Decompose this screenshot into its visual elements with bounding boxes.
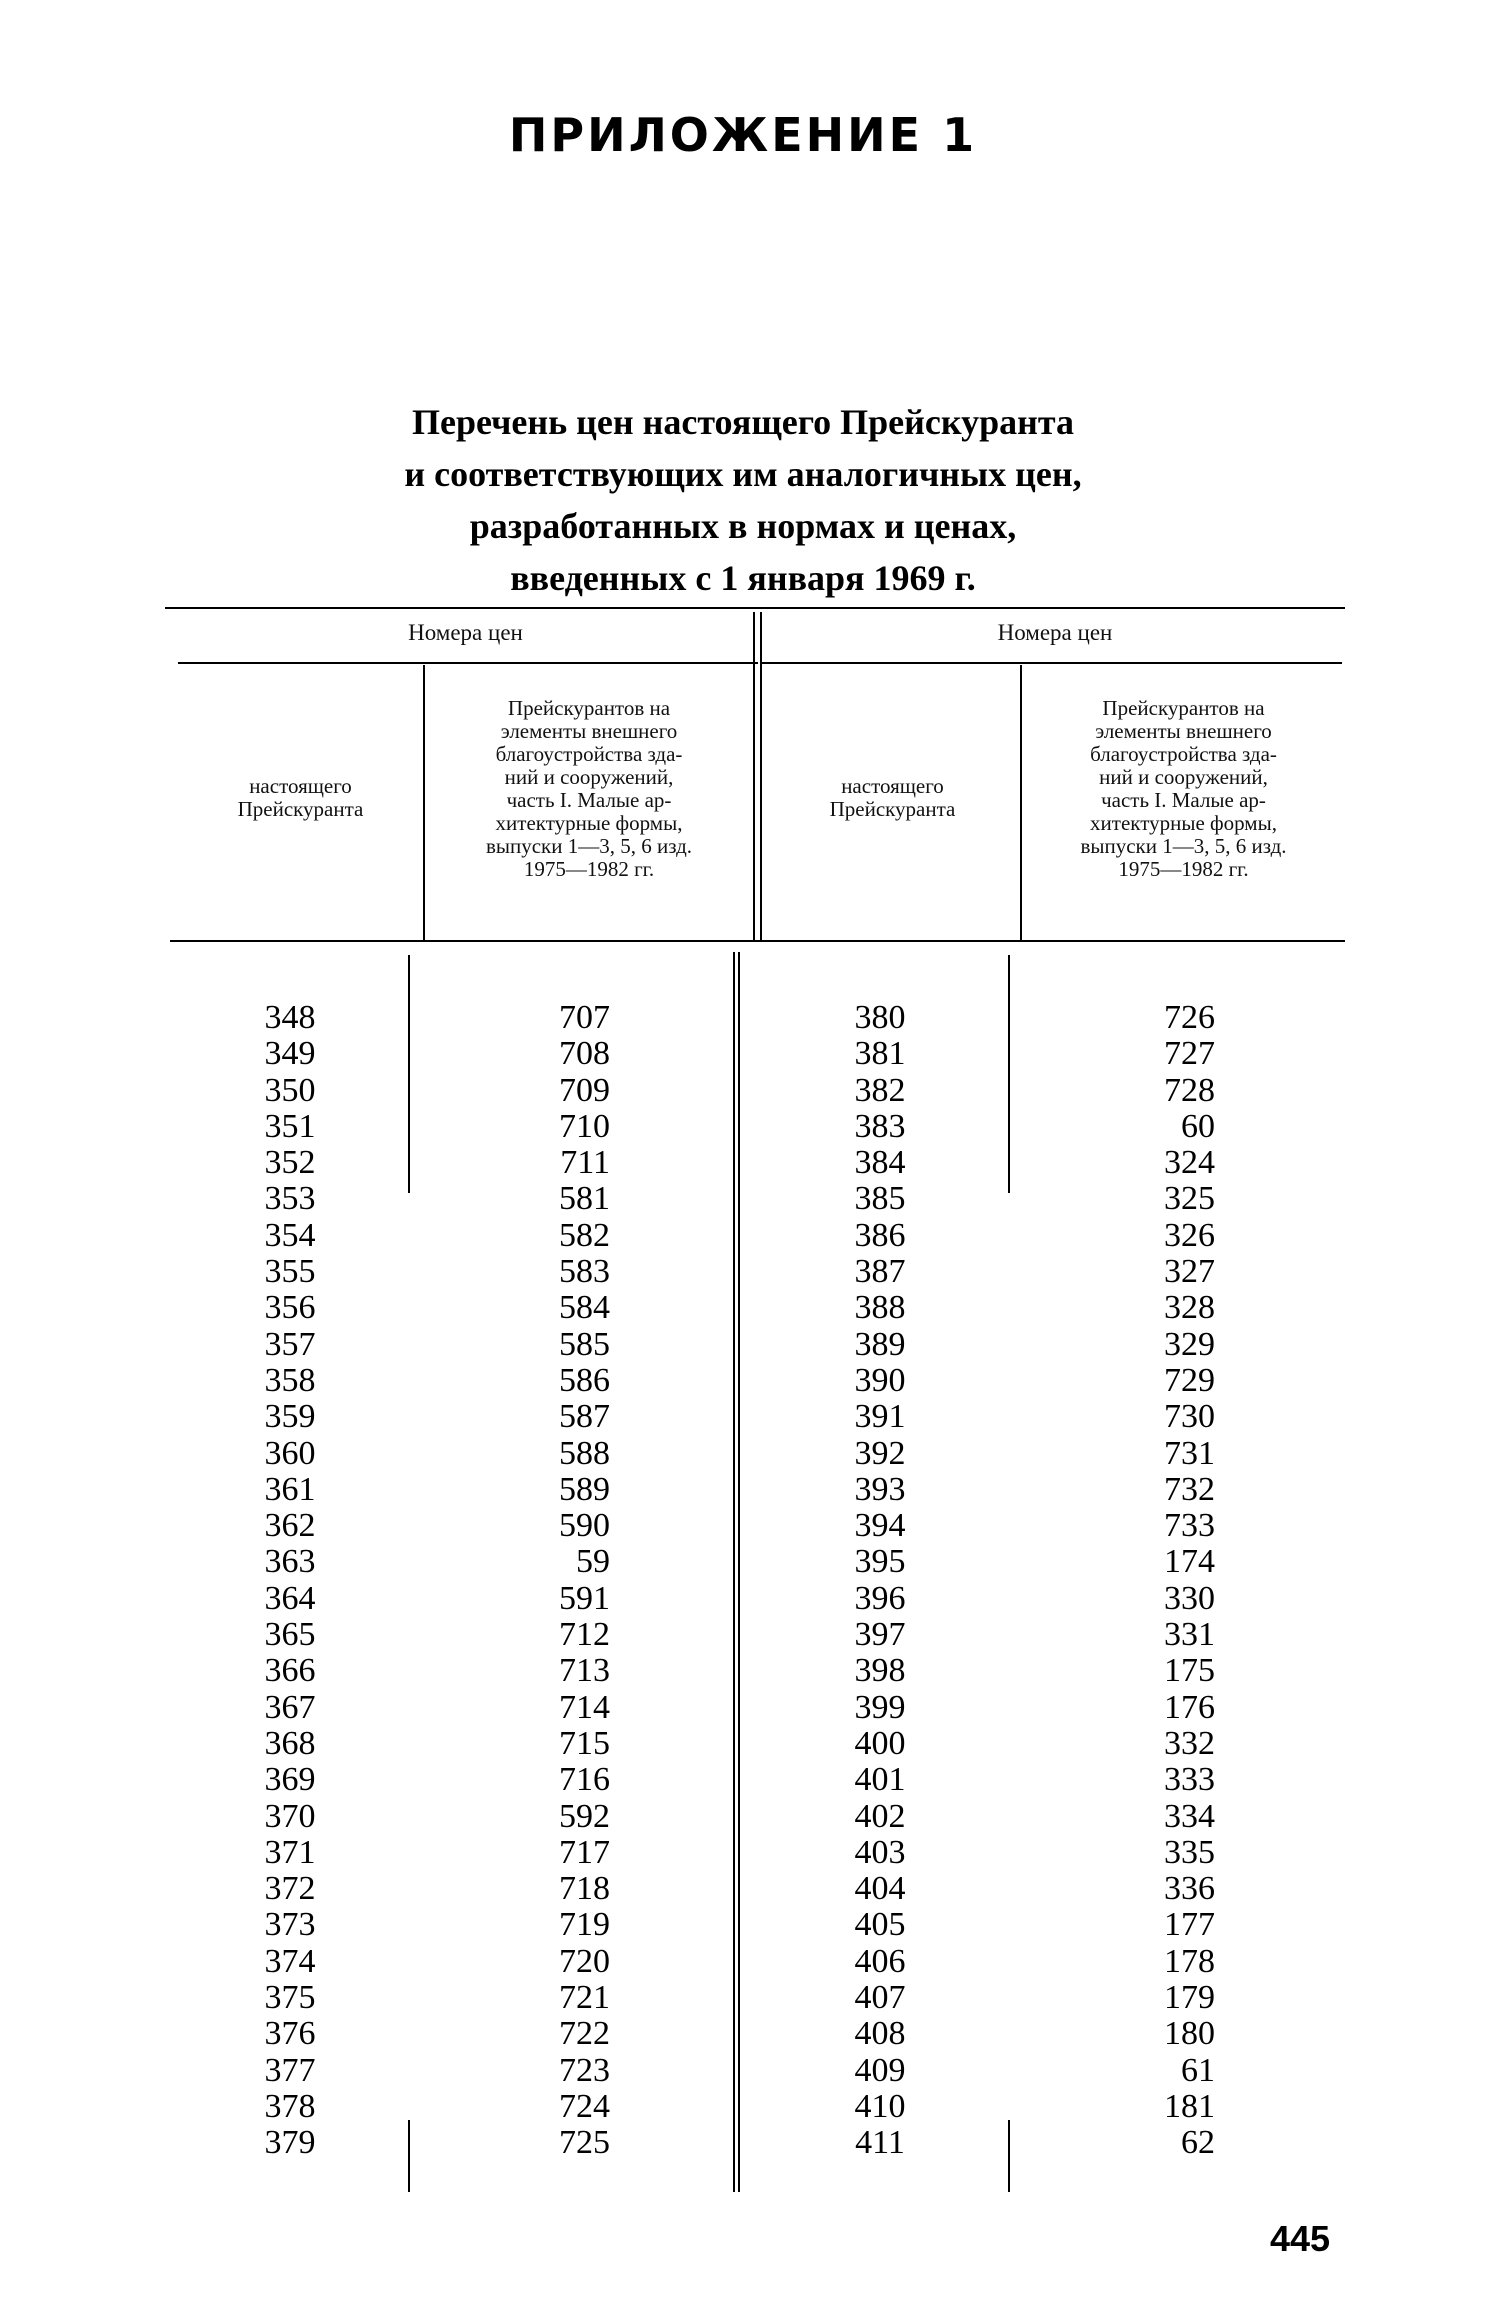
table-cell-current: 386 <box>854 1216 906 1254</box>
table-cell-current: 393 <box>854 1470 906 1508</box>
table-cell-current: 361 <box>264 1470 316 1508</box>
table-cell-current: 402 <box>854 1797 906 1835</box>
header-bottom-rule <box>170 940 1345 942</box>
table-cell-price-list: 586 <box>559 1361 610 1399</box>
body-divider-right-inner <box>1008 955 1010 1193</box>
table-cell-price-list: 324 <box>1164 1144 1215 1182</box>
table-cell-price-list: 331 <box>1164 1616 1215 1654</box>
desc-line: ний и сооружений, <box>1099 765 1268 789</box>
table-cell-current: 356 <box>264 1289 316 1327</box>
table-cell-current: 376 <box>264 2015 316 2053</box>
table-cell-price-list: 181 <box>1164 2087 1215 2125</box>
table-cell-current: 375 <box>264 1979 316 2017</box>
desc-line: выпуски 1—3, 5, 6 изд. <box>1080 834 1287 858</box>
desc-line: хитектурные формы, <box>1090 811 1277 835</box>
table-cell-current: 392 <box>854 1434 906 1472</box>
desc-line: ний и сооружений, <box>504 765 674 789</box>
desc-line: благоустройства зда- <box>1090 742 1277 766</box>
list-title-line-1: Перечень цен настоящего Прейскуранта <box>412 402 1074 442</box>
table-cell-price-list: 710 <box>559 1107 610 1145</box>
table-cell-current: 405 <box>854 1906 906 1944</box>
table-cell-price-list: 62 <box>1181 2124 1215 2162</box>
table-cell-current: 388 <box>854 1289 906 1327</box>
table-cell-price-list: 327 <box>1164 1253 1215 1291</box>
table-cell-current: 363 <box>264 1543 316 1581</box>
table-cell-current: 407 <box>854 1979 906 2017</box>
table-cell-price-list: 591 <box>559 1579 610 1617</box>
col-current-right-line-2: Прейскуранта <box>829 797 956 821</box>
table-cell-price-list: 589 <box>559 1470 610 1508</box>
table-cell-current: 408 <box>854 2015 906 2053</box>
body-divider-right-inner-lower <box>1008 2120 1010 2192</box>
center-divider-a <box>753 612 755 942</box>
table-cell-current: 378 <box>264 2087 316 2125</box>
table-cell-current: 397 <box>854 1616 906 1654</box>
list-title-line-2: и соответствующих им аналогичных цен, <box>404 454 1082 494</box>
table-cell-price-list: 174 <box>1164 1543 1215 1581</box>
table-cell-price-list: 592 <box>559 1797 610 1835</box>
col-current-right <box>765 775 1020 821</box>
center-divider-b <box>760 612 762 942</box>
col-price-lists-left <box>425 697 753 881</box>
table-cell-price-list: 326 <box>1164 1216 1215 1254</box>
col-current-left-line-1: настоящего <box>249 774 352 798</box>
desc-line: 1975—1982 гг. <box>523 857 655 881</box>
desc-line: часть I. Малые ар- <box>1101 788 1266 812</box>
group-header-rule-left <box>178 662 758 664</box>
body-center-divider-a <box>733 952 735 2192</box>
table-cell-current: 365 <box>264 1616 316 1654</box>
col-price-lists-right <box>1022 697 1345 881</box>
table-cell-current: 369 <box>264 1761 316 1799</box>
table-cell-price-list: 716 <box>559 1761 610 1799</box>
table-cell-price-list: 582 <box>559 1216 610 1254</box>
table-cell-price-list: 583 <box>559 1253 610 1291</box>
right-price-list-column <box>1105 1000 1215 2162</box>
table-cell-price-list: 590 <box>559 1507 610 1545</box>
desc-line: часть I. Малые ар- <box>506 788 672 812</box>
table-cell-current: 352 <box>264 1144 316 1182</box>
table-cell-price-list: 722 <box>559 2015 610 2053</box>
table-cell-price-list: 330 <box>1164 1579 1215 1617</box>
table-cell-current: 351 <box>264 1107 316 1145</box>
table-cell-current: 354 <box>264 1216 316 1254</box>
table-cell-current: 353 <box>264 1180 316 1218</box>
table-cell-current: 355 <box>264 1253 316 1291</box>
table-cell-current: 367 <box>264 1688 316 1726</box>
table-cell-current: 385 <box>854 1180 906 1218</box>
table-cell-current: 368 <box>264 1724 316 1762</box>
table-cell-price-list: 333 <box>1164 1761 1215 1799</box>
desc-line: элементы внешнего <box>1095 719 1272 743</box>
table-cell-current: 360 <box>264 1434 316 1472</box>
table-cell-price-list: 728 <box>1164 1071 1215 1109</box>
table-cell-price-list: 334 <box>1164 1797 1215 1835</box>
table-cell-price-list: 329 <box>1164 1325 1215 1363</box>
appendix-title: ПРИЛОЖЕНИЕ 1 <box>508 108 978 162</box>
table-cell-current: 399 <box>854 1688 906 1726</box>
table-cell-price-list: 175 <box>1164 1652 1215 1690</box>
table-cell-current: 409 <box>854 2051 906 2089</box>
table-cell-price-list: 59 <box>576 1543 610 1581</box>
table-cell-current: 377 <box>264 2051 316 2089</box>
table-cell-current: 389 <box>854 1325 906 1363</box>
table-cell-current: 357 <box>264 1325 316 1363</box>
table-cell-current: 371 <box>264 1833 316 1871</box>
right-current-column <box>805 1000 955 2162</box>
table-cell-current: 358 <box>264 1361 316 1399</box>
table-cell-price-list: 724 <box>559 2087 610 2125</box>
table-cell-price-list: 707 <box>559 999 610 1036</box>
table-cell-current: 372 <box>264 1870 316 1908</box>
table-cell-price-list: 731 <box>1164 1434 1215 1472</box>
table-cell-price-list: 719 <box>559 1906 610 1944</box>
table-cell-price-list: 712 <box>559 1616 610 1654</box>
table-cell-current: 362 <box>264 1507 316 1545</box>
table-cell-current: 350 <box>264 1071 316 1109</box>
table-cell-current: 395 <box>854 1543 906 1581</box>
table-cell-current: 384 <box>854 1144 906 1182</box>
table-cell-price-list: 585 <box>559 1325 610 1363</box>
table-cell-current: 404 <box>854 1870 906 1908</box>
table-cell-current: 383 <box>854 1107 906 1145</box>
table-cell-price-list: 721 <box>559 1979 610 2017</box>
table-cell-price-list: 180 <box>1164 2015 1215 2053</box>
table-cell-price-list: 61 <box>1181 2051 1215 2089</box>
table-cell-price-list: 717 <box>559 1833 610 1871</box>
table-cell-current: 401 <box>854 1761 906 1799</box>
table-cell-current: 382 <box>854 1071 906 1109</box>
table-cell-price-list: 60 <box>1181 1107 1215 1145</box>
table-top-rule <box>165 607 1345 609</box>
table-cell-current: 396 <box>854 1579 906 1617</box>
table-cell-current: 359 <box>264 1398 316 1436</box>
col-current-left <box>178 775 423 821</box>
table-cell-price-list: 715 <box>559 1724 610 1762</box>
table-cell-current: 370 <box>264 1797 316 1835</box>
body-center-divider-b <box>738 952 740 2192</box>
table-cell-price-list: 709 <box>559 1071 610 1109</box>
table-cell-current: 400 <box>854 1724 906 1762</box>
table-cell-current: 366 <box>264 1652 316 1690</box>
desc-line: выпуски 1—3, 5, 6 изд. <box>485 834 693 858</box>
desc-line: элементы внешнего <box>500 719 678 743</box>
table-cell-price-list: 729 <box>1164 1361 1215 1399</box>
desc-line: 1975—1982 гг. <box>1118 857 1249 881</box>
table-cell-current: 406 <box>854 1942 906 1980</box>
desc-line: благоустройства зда- <box>495 742 683 766</box>
desc-line: Прейскурантов на <box>1102 696 1265 720</box>
table-cell-current: 391 <box>854 1398 906 1436</box>
desc-line: хитектурные формы, <box>495 811 683 835</box>
table-cell-price-list: 177 <box>1164 1906 1215 1944</box>
table-cell-current: 390 <box>854 1361 906 1399</box>
table-cell-price-list: 588 <box>559 1434 610 1472</box>
table-cell-price-list: 730 <box>1164 1398 1215 1436</box>
table-cell-price-list: 711 <box>560 1144 610 1182</box>
table-cell-price-list: 584 <box>559 1289 610 1327</box>
group-header-left: Номера цен <box>408 620 523 645</box>
table-cell-price-list: 587 <box>559 1398 610 1436</box>
table-cell-price-list: 713 <box>559 1652 610 1690</box>
list-title-line-3: разработанных в нормах и ценах, <box>469 506 1017 546</box>
table-cell-current: 381 <box>854 1035 906 1073</box>
table-cell-price-list: 178 <box>1164 1942 1215 1980</box>
table-cell-current: 403 <box>854 1833 906 1871</box>
table-cell-price-list: 708 <box>559 1035 610 1073</box>
table-cell-current: 348 <box>264 999 316 1036</box>
table-cell-price-list: 732 <box>1164 1470 1215 1508</box>
col-current-left-line-2: Прейскуранта <box>237 797 364 821</box>
table-cell-current: 398 <box>854 1652 906 1690</box>
table-cell-current: 387 <box>854 1253 906 1291</box>
table-cell-current: 379 <box>264 2124 316 2162</box>
page-number: 445 <box>1270 2218 1331 2259</box>
table-cell-price-list: 733 <box>1164 1507 1215 1545</box>
table-cell-current: 411 <box>855 2124 905 2162</box>
table-cell-current: 380 <box>854 999 906 1036</box>
table-cell-price-list: 325 <box>1164 1180 1215 1218</box>
body-divider-left-inner <box>408 955 410 1193</box>
table-cell-current: 373 <box>264 1906 316 1944</box>
table-cell-current: 374 <box>264 1942 316 1980</box>
table-cell-price-list: 335 <box>1164 1833 1215 1871</box>
table-cell-price-list: 727 <box>1164 1035 1215 1073</box>
table-cell-current: 410 <box>854 2087 906 2125</box>
group-header-rule-right <box>760 662 1342 664</box>
table-cell-price-list: 336 <box>1164 1870 1215 1908</box>
group-header-right: Номера цен <box>997 620 1113 645</box>
body-divider-left-inner-lower <box>408 2120 410 2192</box>
desc-line: Прейскурантов на <box>507 696 671 720</box>
table-cell-price-list: 176 <box>1164 1688 1215 1726</box>
table-cell-current: 349 <box>264 1035 316 1073</box>
table-cell-price-list: 332 <box>1164 1724 1215 1762</box>
table-cell-price-list: 179 <box>1164 1979 1215 2017</box>
table-cell-current: 364 <box>264 1579 316 1617</box>
table-cell-price-list: 718 <box>559 1870 610 1908</box>
table-cell-price-list: 714 <box>559 1688 610 1726</box>
table-cell-price-list: 725 <box>559 2124 610 2162</box>
left-current-column <box>215 1000 365 2162</box>
table-cell-price-list: 720 <box>559 1942 610 1980</box>
left-price-list-column <box>500 1000 610 2162</box>
table-cell-price-list: 726 <box>1164 999 1215 1036</box>
list-title-line-4: введенных с 1 января 1969 г. <box>510 558 976 598</box>
table-cell-price-list: 581 <box>559 1180 610 1218</box>
table-cell-price-list: 328 <box>1164 1289 1215 1327</box>
table-cell-price-list: 723 <box>559 2051 610 2089</box>
col-current-right-line-1: настоящего <box>841 774 944 798</box>
table-cell-current: 394 <box>854 1507 906 1545</box>
